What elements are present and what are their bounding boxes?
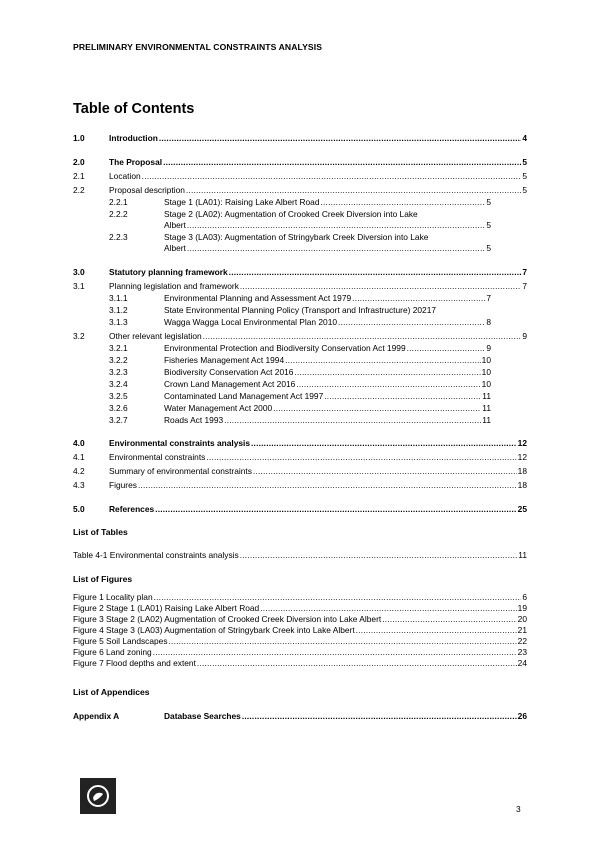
figure-entry[interactable]: Figure 7 Flood depths and extent ..... 24 [73,658,527,669]
toc-entry-2-2-3-num: 2.2.3 [109,232,128,242]
company-logo-icon [80,778,116,814]
toc-entry-2-2-1[interactable]: 2.2.1 Stage 1 (LA01): Raising Lake Albert Road ..... 5 [109,197,491,208]
figure-entry[interactable]: Figure 3 Stage 2 (LA02) Augmentation of Crooked Creek Diversion into Lake Albert ..... 20 [73,614,527,625]
toc-entry-2-2-3-cont[interactable]: Albert ..... 5 [164,243,491,254]
toc-entry-2-2-3-text[interactable]: Stage 3 (LA03): Augmentation of Stringybark Creek Diversion into Lake [164,232,429,242]
running-header: PRELIMINARY ENVIRONMENTAL CONSTRAINTS ANALYSIS [73,42,323,52]
figure-entry[interactable]: Figure 4 Stage 3 (LA03) Augmentation of Stringybark Creek into Lake Albert ..... 21 [73,625,527,636]
toc-entry-3-2-7[interactable]: 3.2.7 Roads Act 1993 ..... 11 [109,415,491,426]
toc-entry-5-0[interactable]: 5.0 References ..... 25 [73,504,527,515]
figure-entry[interactable]: Figure 5 Soil Landscapes ..... 22 [73,636,527,647]
list-of-appendices-heading: List of Appendices [73,687,150,697]
toc-entry-2-2-2-text[interactable]: Stage 2 (LA02): Augmentation of Crooked Creek Diversion into Lake [164,209,418,219]
toc-entry-1-0[interactable]: 1.0 Introduction ..... 4 [73,133,527,144]
toc-entry-2-1[interactable]: 2.1 Location ..... 5 [73,171,527,182]
toc-entry-3-2-2[interactable]: 3.2.2 Fisheries Management Act 1994 ..... 10 [109,355,491,366]
toc-entry-3-0[interactable]: 3.0 Statutory planning framework ..... 7 [73,267,527,278]
toc-entry-3-2-3[interactable]: 3.2.3 Biodiversity Conservation Act 2016 ..... 10 [109,367,491,378]
toc-entry-2-0[interactable]: 2.0 The Proposal ..... 5 [73,157,527,168]
figure-entry[interactable]: Figure 2 Stage 1 (LA01) Raising Lake Albert Road ..... 19 [73,603,527,614]
toc-entry-4-1[interactable]: 4.1 Environmental constraints ..... 12 [73,452,527,463]
table-entry[interactable]: Table 4-1 Environmental constraints analysis ..... 11 [73,550,527,561]
toc-entry-3-2-4[interactable]: 3.2.4 Crown Land Management Act 2016 ..... 10 [109,379,491,390]
toc-entry-3-2-5[interactable]: 3.2.5 Contaminated Land Management Act 1997 ..... 11 [109,391,491,402]
toc-entry-3-1-2[interactable]: 3.1.2 State Environmental Planning Policy (Transport and Infrastructure) 2021 7 [109,305,437,315]
toc-entry-3-2[interactable]: 3.2 Other relevant legislation ..... 9 [73,331,527,342]
figure-entry[interactable]: Figure 6 Land zoning ..... 23 [73,647,527,658]
toc-entry-4-2[interactable]: 4.2 Summary of environmental constraints ..... 18 [73,466,527,477]
toc-entry-3-1-1[interactable]: 3.1.1 Environmental Planning and Assessment Act 1979 ..... 7 [109,293,491,304]
toc-entry-2-2[interactable]: 2.2 Proposal description ..... 5 [73,185,527,196]
toc-title: Table of Contents [73,101,195,117]
page-number: 3 [516,804,521,814]
appendix-entry[interactable]: Appendix A Database Searches ..... 26 [73,711,527,722]
toc-entry-2-2-2-cont[interactable]: Albert ..... 5 [164,220,491,231]
toc-entry-4-3[interactable]: 4.3 Figures ..... 18 [73,480,527,491]
toc-entry-3-2-1[interactable]: 3.2.1 Environmental Protection and Biodiversity Conservation Act 1999 ..... 9 [109,343,491,354]
toc-entry-3-1[interactable]: 3.1 Planning legislation and framework ..... 7 [73,281,527,292]
figure-entry[interactable]: Figure 1 Locality plan ..... 6 [73,592,527,603]
toc-entry-2-2-2-num: 2.2.2 [109,209,128,219]
list-of-tables-heading: List of Tables [73,527,128,537]
toc-entry-3-2-6[interactable]: 3.2.6 Water Management Act 2000 ..... 11 [109,403,491,414]
list-of-figures-heading: List of Figures [73,574,133,584]
toc-entry-4-0[interactable]: 4.0 Environmental constraints analysis ..... 12 [73,438,527,449]
toc-entry-3-1-3[interactable]: 3.1.3 Wagga Wagga Local Environmental Plan 2010 ..... 8 [109,317,491,328]
